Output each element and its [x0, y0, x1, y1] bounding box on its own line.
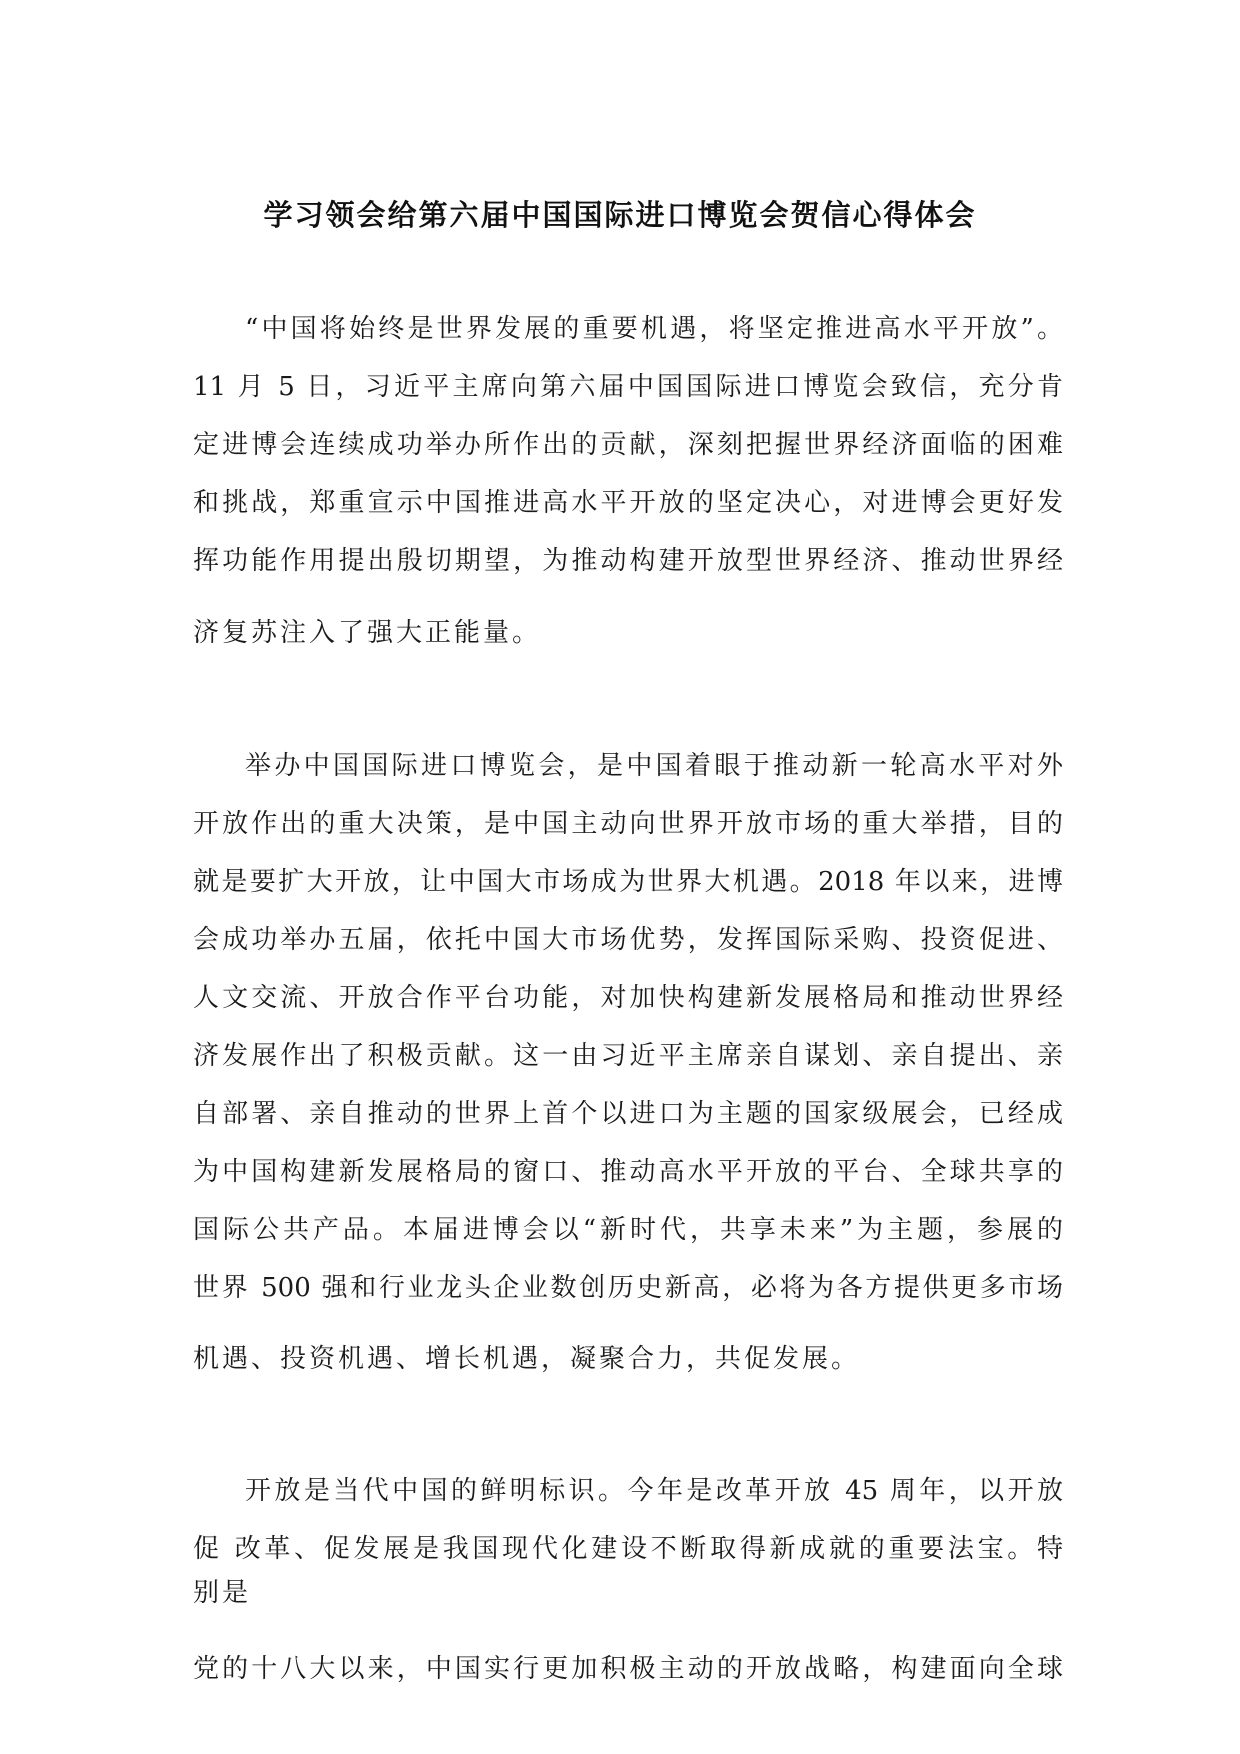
- paragraph-1-line-3: 定进博会连续成功举办所作出的贡献，深刻把握世界经济面临的困难: [193, 430, 1063, 460]
- paragraph-2-line-1: 举办中国国际进口博览会，是中国着眼于推动新一轮高水平对外: [245, 751, 1063, 781]
- paragraph-2-line-5: 人文交流、开放合作平台功能，对加快构建新发展格局和推动世界经: [193, 983, 1063, 1013]
- paragraph-2-line-7: 自部署、亲自推动的世界上首个以进口为主题的国家级展会，已经成: [193, 1099, 1063, 1129]
- paragraph-3-line-2: 促 改革、促发展是我国现代化建设不断取得新成就的重要法宝。特: [193, 1534, 1063, 1564]
- paragraph-1-line-1: “中国将始终是世界发展的重要机遇，将坚定推进高水平开放”。: [245, 314, 1063, 344]
- paragraph-1-line-5: 挥功能作用提出殷切期望，为推动构建开放型世界经济、推动世界经: [193, 546, 1063, 576]
- paragraph-1-line-4: 和挑战，郑重宣示中国推进高水平开放的坚定决心，对进博会更好发: [193, 488, 1063, 518]
- paragraph-1-line-6: 济复苏注入了强大正能量。: [193, 618, 542, 648]
- paragraph-2-line-8: 为中国构建新发展格局的窗口、推动高水平开放的平台、全球共享的: [193, 1157, 1063, 1187]
- paragraph-2-line-3: 就是要扩大开放，让中国大市场成为世界大机遇。2018 年以来，进博: [193, 867, 1063, 897]
- paragraph-2-line-6: 济发展作出了积极贡献。这一由习近平主席亲自谋划、亲自提出、亲: [193, 1041, 1063, 1071]
- paragraph-3-line-1: 开放是当代中国的鲜明标识。今年是改革开放 45 周年，以开放: [245, 1476, 1063, 1506]
- paragraph-2-line-10: 世界 500 强和行业龙头企业数创历史新高，必将为各方提供更多市场: [193, 1273, 1063, 1303]
- paragraph-3-line-3: 别是: [193, 1578, 252, 1608]
- paragraph-1-line-2: 11 月 5 日，习近平主席向第六届中国国际进口博览会致信，充分肯: [193, 372, 1063, 402]
- paragraph-2-line-2: 开放作出的重大决策，是中国主动向世界开放市场的重大举措，目的: [193, 809, 1063, 839]
- paragraph-2-line-9: 国际公共产品。本届进博会以“新时代，共享未来”为主题，参展的: [193, 1215, 1063, 1245]
- paragraph-2-line-4: 会成功举办五届，依托中国大市场优势，发挥国际采购、投资促进、: [193, 925, 1063, 955]
- paragraph-2-line-11: 机遇、投资机遇、增长机遇，凝聚合力，共促发展。: [193, 1344, 861, 1374]
- paragraph-3-line-4: 党的十八大以来，中国实行更加积极主动的开放战略，构建面向全球: [193, 1654, 1063, 1684]
- document-title: 学习领会给第六届中国国际进口博览会贺信心得体会: [263, 198, 977, 232]
